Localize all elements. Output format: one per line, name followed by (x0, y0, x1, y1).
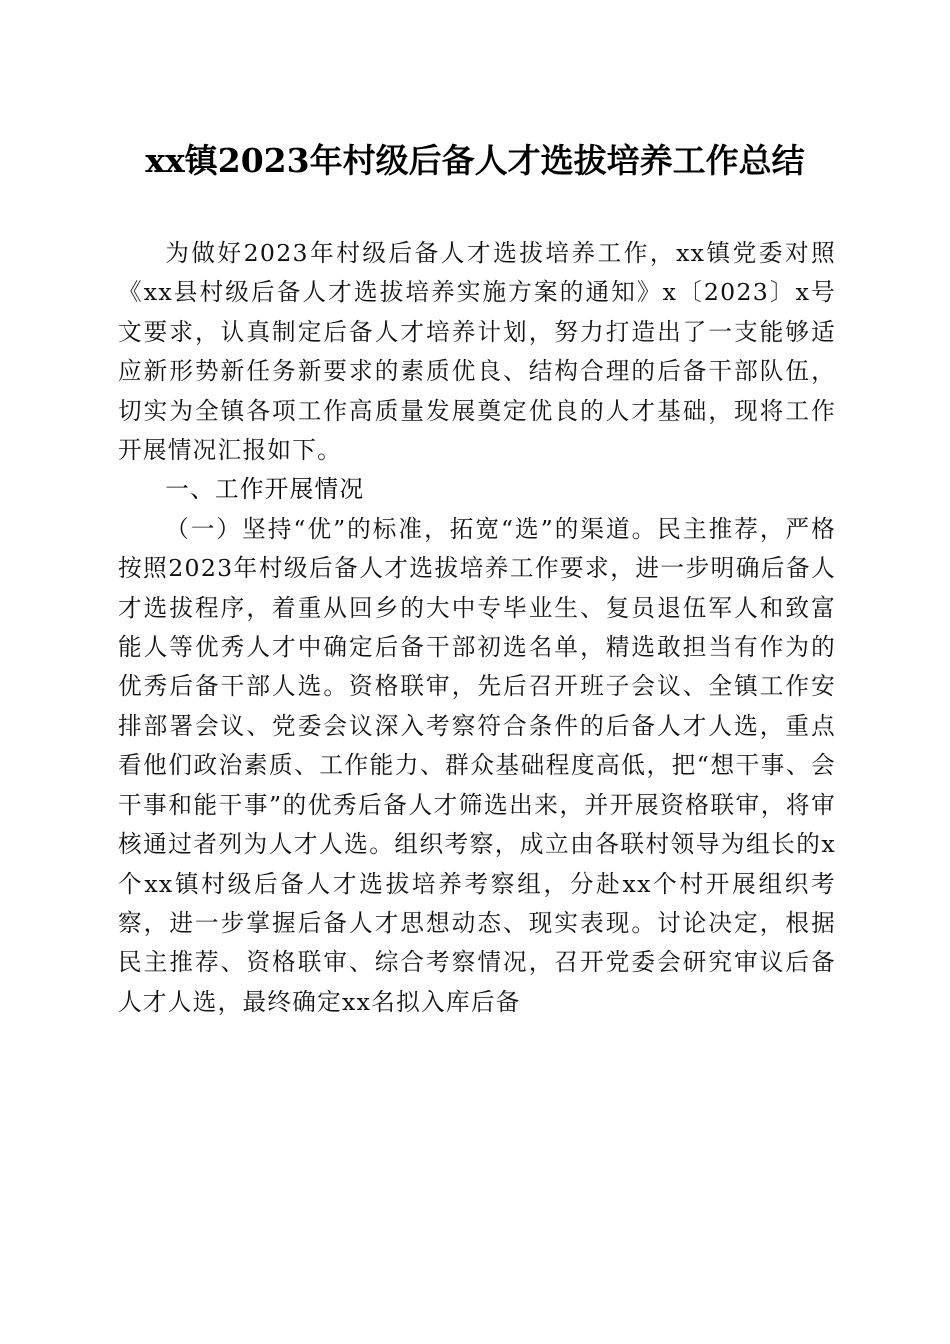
section-paragraph: （一）坚持“优”的标准，拓宽“选”的渠道。民主推荐，严格按照2023年村级后备人才选拔培养工作要求，进一步明确后备人才选拔程序，着重从回乡的大中专毕业生、复员退伍军人和致富能人等优秀人才中确定后备干部初选名单，精选敢担当有作为的优秀后备干部人选。资格联审，先后召开班子会议、全镇工作安排部署会议、党委会议深入考察符合条件的后备人才人选，重点看他们政治素质、工作能力、群众基础程度高低，把“想干事、会干事和能干事”的优秀后备人才筛选出来，并开展资格联审，将审核通过者列为人才人选。组织考察，成立由各联村领导为组长的x个xx镇村级后备人才选拔培养考察组，分赴xx个村开展组织考察，进一步掌握后备人才思想动态、现实表现。讨论决定，根据民主推荐、资格联审、综合考察情况，召开党委会研究审议后备人才人选，最终确定xx名拟入库后备 (118, 514, 836, 1016)
document-title: xx镇2023年村级后备人才选拔培养工作总结 (145, 141, 805, 180)
section-heading: 一、工作开展情况 (165, 475, 365, 504)
document-body (118, 234, 836, 1022)
intro-paragraph: 为做好2023年村级后备人才选拔培养工作，xx镇党委对照《xx县村级后备人才选拔培养实施方案的通知》x〔2023〕x号文要求，认真制定后备人才培养计划，努力打造出了一支能够适应新形势新任务新要求的素质优良、结构合理的后备干部队伍，切实为全镇各项工作高质量发展奠定优良的人才基础，现将工作开展情况汇报如下。 (118, 239, 836, 465)
